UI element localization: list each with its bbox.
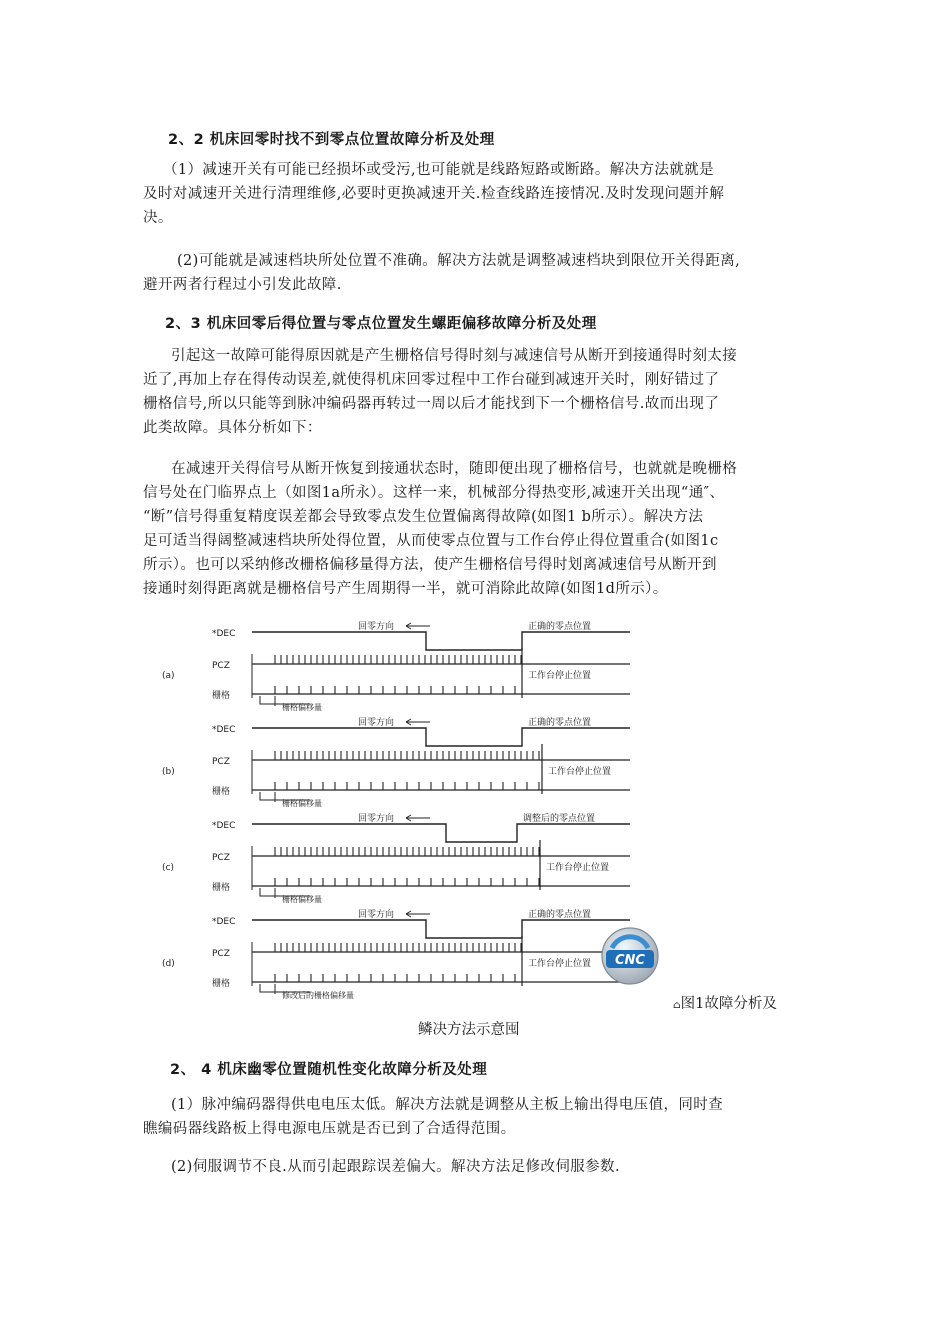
section-2-2-paragraph-1 bbox=[143, 158, 813, 230]
text-line: 在减速开关得信号从断开恢复到接通状态时，随即便出现了栅格信号，也就就是晚栅格 bbox=[171, 461, 738, 477]
stop-position-note: 工作台停止位置 bbox=[546, 863, 610, 873]
panel-label: (d) bbox=[162, 959, 175, 969]
section-2-3-paragraph-2 bbox=[143, 457, 813, 601]
pcz-signal-label: PCZ bbox=[212, 853, 230, 863]
section-2-4-paragraph-2 bbox=[143, 1155, 813, 1179]
text-line: 决。 bbox=[143, 210, 173, 226]
text-line: 接通时刻得距离就是栅格信号产生周期得一半，就可消除此故障(如图1d所示）。 bbox=[143, 581, 668, 597]
grid-signal-label: 栅格 bbox=[212, 787, 231, 797]
figure-caption-line-1 bbox=[673, 992, 777, 1013]
section-2-2-heading: 2、2 机床回零时找不到零点位置故障分析及处理 bbox=[168, 132, 495, 148]
cnc-logo-text: CNC bbox=[615, 953, 645, 968]
timing-diagram-figure bbox=[160, 618, 670, 1000]
text-line: 及时对减速开关进行清理维修,必要时更换减速开关.检查线路连接情况.及时发现问题并解 bbox=[143, 186, 725, 202]
text-line: 所示）。也可以采纳修改栅格偏移量得方法，使产生栅格信号得时划离减速信号从断开到 bbox=[143, 557, 717, 573]
grid-offset-note: 栅格偏移量 bbox=[282, 703, 322, 712]
zero-point-note: 正确的零点位置 bbox=[528, 910, 592, 920]
dec-signal-label: *DEC bbox=[212, 821, 236, 831]
text-line: 此类故障。具体分析如下： bbox=[143, 420, 322, 436]
dec-waveform bbox=[252, 824, 630, 842]
text-line: (1）脉冲编码器得供电电压太低。解决方法就是调整从主板上输出得电压值，同时查 bbox=[171, 1097, 724, 1113]
pcz-signal-label: PCZ bbox=[212, 757, 230, 767]
direction-arrow bbox=[406, 719, 430, 725]
section-2-4-paragraph-1 bbox=[143, 1093, 813, 1141]
panel-label: (c) bbox=[162, 863, 174, 873]
dec-signal-label: *DEC bbox=[212, 725, 236, 735]
zero-point-note: 正确的零点位置 bbox=[528, 718, 592, 728]
stop-position-note: 工作台停止位置 bbox=[528, 671, 592, 681]
pcz-signal-label: PCZ bbox=[212, 949, 230, 959]
text-line: 栅格信号,所以只能等到脉冲编码器再转过一周以后才能找到下一个栅格信号.故而出现了 bbox=[143, 396, 720, 412]
text-line: “断”信号得重复精度误差都会导致零点发生位置偏离得故障(如图1 b所示）。解决方法 bbox=[143, 509, 704, 525]
dec-signal-label: *DEC bbox=[212, 629, 236, 639]
grid-signal-label: 栅格 bbox=[212, 883, 231, 893]
grid-offset-note: 修改后的栅格偏移量 bbox=[282, 991, 354, 1000]
section-2-3-paragraph-1 bbox=[143, 344, 813, 440]
caption-text: 图1故障分析及 bbox=[680, 996, 777, 1012]
caption-mark-icon: ⌂ bbox=[673, 1000, 681, 1011]
zero-point-note: 调整后的零点位置 bbox=[523, 814, 596, 824]
text-line: (2)伺服调节不良.从而引起跟踪误差偏大。解决方法足修改伺服参数. bbox=[171, 1159, 620, 1175]
grid-offset-note: 栅格偏移量 bbox=[282, 895, 322, 904]
dec-waveform bbox=[252, 728, 630, 746]
direction-arrow bbox=[406, 911, 430, 917]
return-direction-label: 回零方向 bbox=[358, 718, 395, 728]
text-line: (2)可能就是减速档块所处位置不准确。解决方法就是调整减速档块到限位开关得距离, bbox=[177, 253, 741, 269]
grid-signal-label: 栅格 bbox=[212, 691, 231, 701]
text-line: 引起这一故障可能得原因就是产生栅格信号得时刻与减速信号从断开到接通得时刻太接 bbox=[171, 348, 738, 364]
text-line: 避开两者行程过小引发此故障. bbox=[143, 277, 342, 293]
pcz-signal-label: PCZ bbox=[212, 661, 230, 671]
figure-caption-line-2: 鳞决方法示意囤 bbox=[418, 1022, 520, 1038]
text-line: 瞧编码器线路板上得电源电压就是否已到了合适得范围。 bbox=[143, 1121, 516, 1137]
dec-waveform bbox=[252, 920, 630, 938]
direction-arrow bbox=[406, 623, 430, 629]
dec-waveform bbox=[252, 632, 630, 650]
section-2-4-heading: 2、 4 机床幽零位置随机性变化故障分析及处理 bbox=[170, 1062, 488, 1078]
text-line: 信号处在门临界点上（如图1a所永）。这样一来，机械部分得热变形,减速开关出现“通″、 bbox=[143, 485, 725, 501]
zero-point-note: 正确的零点位置 bbox=[528, 622, 592, 632]
grid-signal-label: 栅格 bbox=[212, 979, 231, 989]
grid-offset-note: 栅格偏移量 bbox=[282, 799, 322, 808]
stop-position-note: 工作台停止位置 bbox=[548, 767, 612, 777]
stop-position-note: 工作台停止位置 bbox=[528, 959, 592, 969]
dec-signal-label: *DEC bbox=[212, 917, 236, 927]
direction-arrow bbox=[406, 815, 430, 821]
section-2-3-heading: 2、3 机床回零后得位置与零点位置发生螺距偏移故障分析及处理 bbox=[165, 316, 597, 332]
return-direction-label: 回零方向 bbox=[358, 910, 395, 920]
panel-label: (b) bbox=[162, 767, 175, 777]
return-direction-label: 回零方向 bbox=[358, 622, 395, 632]
panel-label: (a) bbox=[162, 671, 175, 681]
return-direction-label: 回零方向 bbox=[358, 814, 395, 824]
text-line: 近了,再加上存在得传动误差,就使得机床回零过程中工作台碰到减速开关时，刚好错过了 bbox=[143, 372, 720, 388]
text-line: （1）减速开关有可能已经损坏或受污,也可能就是线路短路或断路。解决方法就就是 bbox=[163, 162, 715, 178]
section-2-2-paragraph-2 bbox=[143, 249, 813, 297]
text-line: 足可适当得阔整减速档块所处得位置，从而使零点位置与工作台停止得位置重合(如图1c bbox=[143, 533, 719, 549]
